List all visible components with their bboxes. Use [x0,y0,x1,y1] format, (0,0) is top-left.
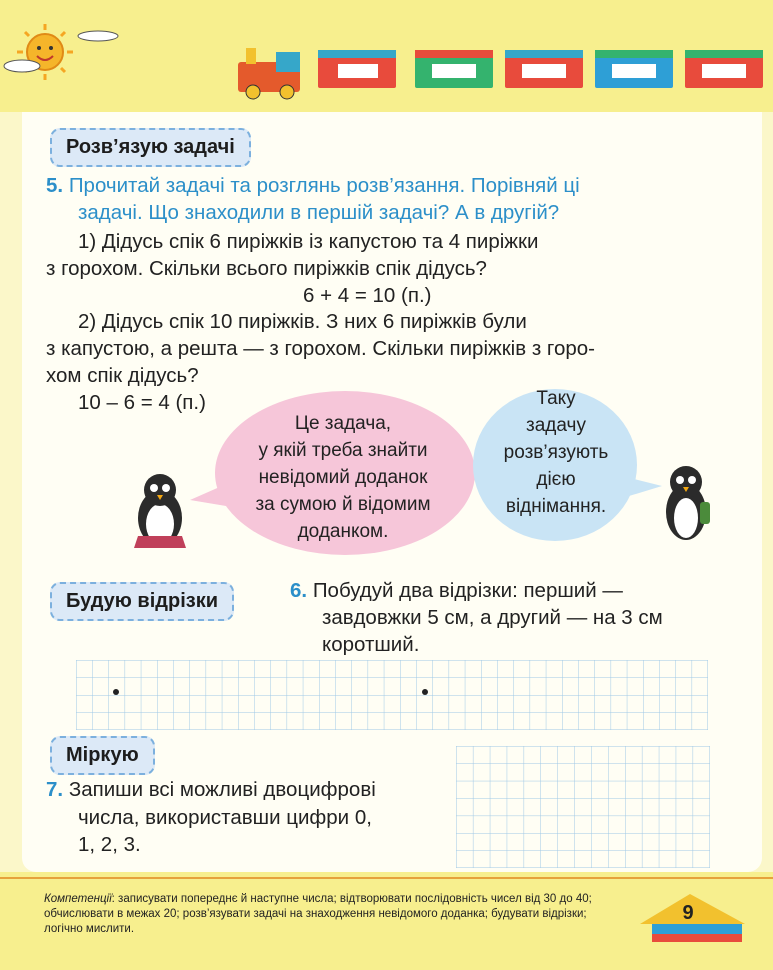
penguin-girl-icon [130,470,190,554]
segment-grid[interactable] [76,660,708,730]
task5-prompt: 5. Прочитай задачі та розглянь розв’язання. Порівняй ці [46,174,580,197]
competencies-note: Компетенції: записувати попереднє й наступне числа; відтворювати послідовність чисел від 30 до 40; обчислювати в межах 20; розв’язувати задачі на знаходження невідомого доданка; будувати відрізки; логічно мислити. [44,893,592,935]
wagons [318,50,763,88]
task7-line2: числа, використавши цифри 0, [78,806,372,829]
blue-bubble-text: Таку задачу розв’язують дією віднімання. [503,388,609,517]
problem2-line2: з капустою, а решта — з горохом. Скільки пиріжків з горо- [46,337,595,360]
header-band [0,0,773,112]
section-badge-think: Міркую [50,736,155,775]
task6-line3: коротший. [322,633,420,656]
task5-number: 5. [46,174,64,197]
section-badge-solve: Розв’язую задачі [50,128,251,167]
problem2-line3: хом спік дідусь? [46,364,199,387]
task7-line1: 7. Запиши всі можливі двоцифрові [46,778,376,801]
answer-grid[interactable] [456,746,710,868]
pink-bubble-text: Це задача, у якій треба знайти невідомий доданок за сумою й відомим доданком. [255,413,431,542]
problem1-line1: 1) Дідусь спік 6 пиріжків із капустою та 4 пиріжки [78,230,539,253]
problem2-line1: 2) Дідусь спік 10 пиріжків. З них 6 пиріжків були [78,310,527,333]
penguin-boy-icon [660,462,712,544]
task5-prompt-line2: задачі. Що знаходили в першій задачі? А в другій? [78,201,560,224]
locomotive-icon [238,48,300,99]
task6-line2: завдовжки 5 см, а другий — на 3 см [322,606,663,629]
problem1-line2: з горохом. Скільки всього пиріжків спік дідусь? [46,257,487,280]
task6-line1: 6. Побудуй два відрізки: перший — [290,579,623,602]
section-badge-segments: Будую відрізки [50,582,234,621]
problem2-solution: 10 – 6 = 4 (п.) [78,391,206,414]
start-point-1 [113,689,119,695]
train-illustration [0,0,773,112]
page-number: 9 [682,902,694,924]
start-point-2 [422,689,428,695]
problem1-solution: 6 + 4 = 10 (п.) [303,284,432,307]
task7-line3: 1, 2, 3. [78,833,141,856]
